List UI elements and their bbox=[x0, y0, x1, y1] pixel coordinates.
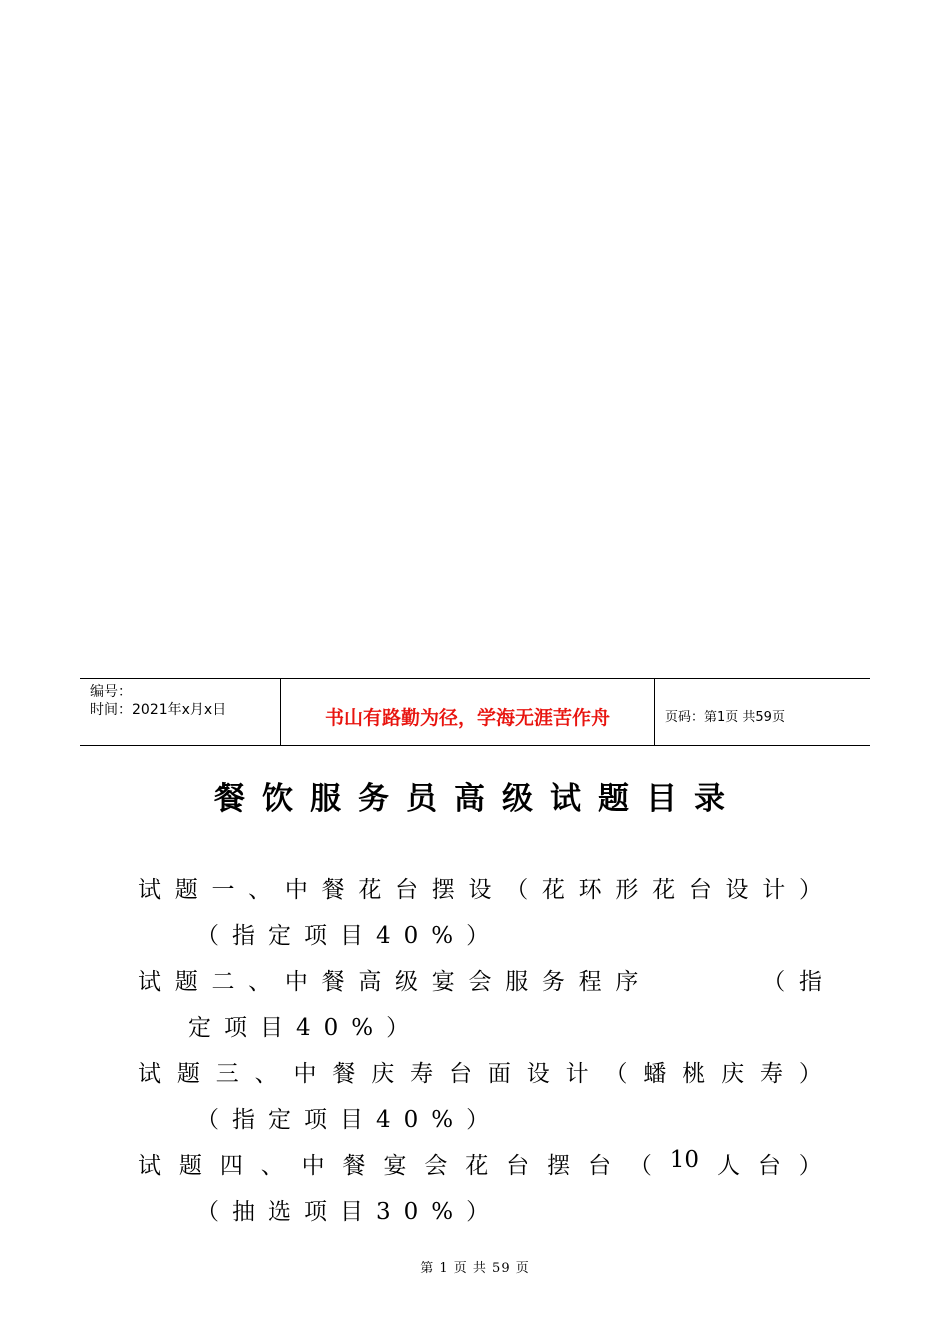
toc-item-4-char: 人 bbox=[716, 1153, 740, 1179]
toc-item-3-char: 庆 bbox=[721, 1061, 745, 1087]
toc-item-1-char: 题 bbox=[174, 877, 198, 903]
toc-item-2-char: 指 bbox=[798, 969, 822, 995]
toc-item-2-char bbox=[726, 963, 749, 996]
toc-item-1-char: 设 bbox=[468, 877, 492, 903]
toc-item-3-char: 餐 bbox=[332, 1061, 356, 1087]
toc-item-3-char: 台 bbox=[449, 1061, 472, 1087]
toc-item-2-char: 宴 bbox=[431, 969, 455, 995]
toc-item-1-char: 一 bbox=[211, 877, 235, 903]
number-label: 编号： bbox=[90, 684, 132, 700]
toc-item-4-char: 花 bbox=[465, 1153, 489, 1179]
toc-item-4-char: 试 bbox=[138, 1153, 161, 1179]
toc-item-2-char: 中 bbox=[284, 969, 308, 995]
toc-item-4-char: 四 bbox=[219, 1153, 243, 1179]
toc-item-2-char: 程 bbox=[578, 969, 602, 995]
toc-item-2-char: 、 bbox=[248, 969, 272, 995]
document-title: 餐饮服务员高级试题目录 bbox=[214, 781, 742, 817]
toc-item-4-char: （ bbox=[628, 1153, 652, 1179]
toc-item-4-char: 会 bbox=[424, 1153, 448, 1179]
toc-item-2-char: 会 bbox=[468, 969, 492, 995]
toc-item-1-char: 中 bbox=[284, 877, 308, 903]
toc-item-2-char: 试 bbox=[138, 969, 161, 995]
toc-item-2 bbox=[138, 963, 822, 996]
toc-item-1-char: （ bbox=[505, 877, 529, 903]
toc-item-3-char: （ bbox=[604, 1061, 628, 1087]
toc-item-3-char: 计 bbox=[565, 1061, 589, 1087]
toc-item-2-char: 二 bbox=[211, 969, 235, 995]
toc-item-3-char: 寿 bbox=[760, 1061, 783, 1087]
toc-item-2-char: 高 bbox=[358, 969, 382, 995]
toc-item-1-char: 形 bbox=[615, 877, 639, 903]
toc-item-4-char: 10 bbox=[669, 1147, 700, 1173]
toc-item-1-char: 、 bbox=[248, 877, 272, 903]
toc-item-4-char: 台 bbox=[587, 1153, 611, 1179]
toc-item-1-char: 计 bbox=[762, 877, 786, 903]
toc-item-4-char: ） bbox=[798, 1153, 822, 1179]
toc-item-4-char: 餐 bbox=[342, 1153, 366, 1179]
toc-item-4-char: 摆 bbox=[547, 1153, 571, 1179]
toc-item-3-char: 中 bbox=[293, 1061, 317, 1087]
toc-item-2-char: 级 bbox=[395, 969, 419, 995]
toc-item-4-char: 中 bbox=[301, 1153, 325, 1179]
toc-item-4-char: 台 bbox=[506, 1153, 530, 1179]
toc-item-2-char: 服 bbox=[505, 969, 529, 995]
header-meta-cell bbox=[80, 679, 281, 745]
motto-cell bbox=[281, 679, 655, 745]
document-header-table bbox=[80, 678, 870, 746]
toc-item-2-char: 题 bbox=[174, 969, 198, 995]
toc-item-1-char: ） bbox=[798, 877, 822, 903]
toc-item-2-char: 餐 bbox=[321, 969, 345, 995]
toc-item-1-char: 花 bbox=[541, 877, 565, 903]
toc-item-3-char: 庆 bbox=[371, 1061, 395, 1087]
toc-item-1-char: 花 bbox=[358, 877, 382, 903]
toc-item-1-char: 台 bbox=[688, 877, 712, 903]
toc-item-1-char: 摆 bbox=[431, 877, 455, 903]
toc-item-4 bbox=[138, 1147, 822, 1180]
toc-item-3-char: 蟠 bbox=[643, 1061, 667, 1087]
page-info-cell bbox=[655, 679, 870, 745]
toc-item-2-sub: 定项目40%） bbox=[188, 1015, 423, 1041]
motto-text: 书山有路勤为径，学海无涯苦作舟 bbox=[324, 706, 610, 729]
toc-item-1-char: 环 bbox=[578, 877, 602, 903]
toc-item-1-char: 花 bbox=[652, 877, 676, 903]
toc-item-4-char: 、 bbox=[260, 1153, 284, 1179]
page-info-text: 页码：第1页 共59页 bbox=[665, 709, 785, 725]
toc-item-4-char: 宴 bbox=[383, 1153, 407, 1179]
toc-item-3-char: 寿 bbox=[410, 1061, 434, 1087]
toc-item-3-char: 题 bbox=[176, 1061, 200, 1087]
toc-item-2-char: 序 bbox=[615, 969, 639, 995]
page-footer: 第 1 页 共 59 页 bbox=[420, 1261, 530, 1276]
toc-item-3-char: 三 bbox=[215, 1061, 239, 1087]
toc-item-4-char: 台 bbox=[757, 1153, 781, 1179]
toc-item-1-char: 台 bbox=[395, 877, 419, 903]
toc-item-1 bbox=[138, 871, 822, 904]
toc-item-1-char: 试 bbox=[138, 877, 161, 903]
toc-item-3-char: 面 bbox=[487, 1061, 511, 1087]
toc-item-3-sub: （指定项目40%） bbox=[196, 1107, 503, 1133]
toc-item-2-char bbox=[652, 963, 675, 996]
time-label: 时间：2021年x月x日 bbox=[90, 702, 227, 718]
toc-item-4-sub: （抽选项目30%） bbox=[196, 1199, 503, 1225]
toc-item-2-char: 务 bbox=[541, 969, 565, 995]
toc-item-4-char: 题 bbox=[178, 1153, 202, 1179]
toc-item-2-char bbox=[689, 963, 712, 996]
toc-item-1-sub: （指定项目40%） bbox=[196, 923, 503, 949]
toc-item-3 bbox=[138, 1055, 822, 1088]
toc-item-3-char: 试 bbox=[138, 1061, 161, 1087]
toc-item-1-char: 餐 bbox=[321, 877, 345, 903]
toc-item-3-char: 设 bbox=[526, 1061, 550, 1087]
toc-item-2-char: （ bbox=[762, 969, 786, 995]
toc-item-1-char: 设 bbox=[725, 877, 749, 903]
toc-item-3-char: ） bbox=[798, 1061, 822, 1087]
toc-item-3-char: 桃 bbox=[682, 1061, 706, 1087]
toc-item-3-char: 、 bbox=[254, 1061, 278, 1087]
